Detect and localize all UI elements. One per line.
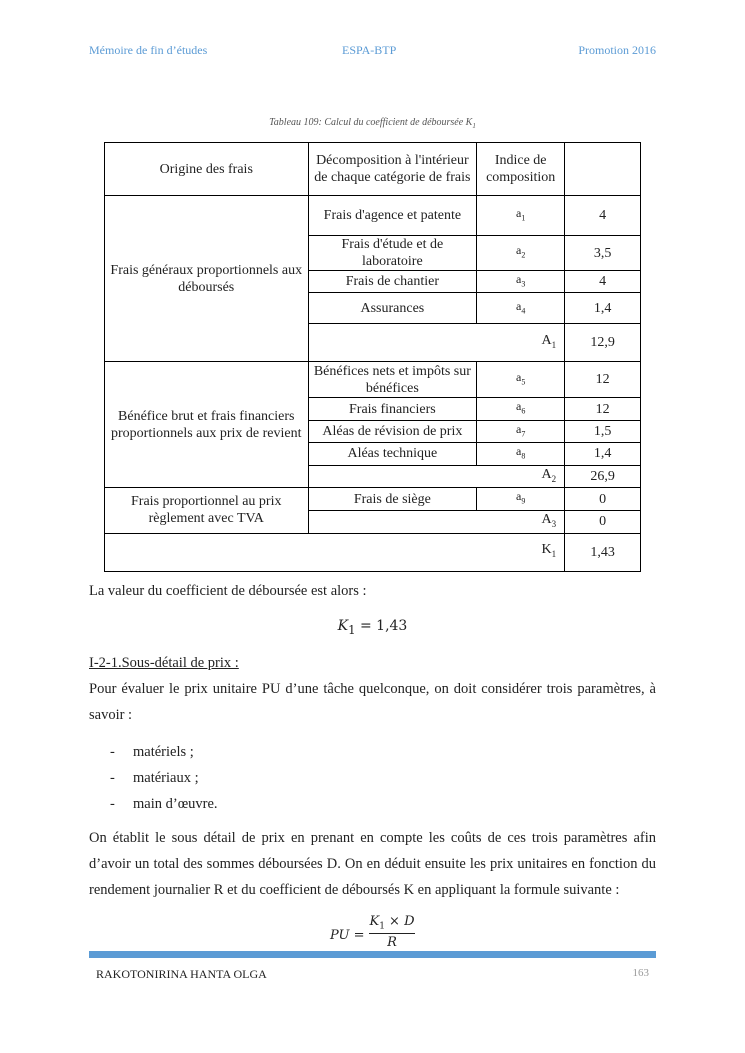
value-cell: 4 (565, 196, 641, 236)
group-label: Bénéfice brut et frais financiers proportionnels aux prix de revient (105, 362, 309, 488)
footer-author: RAKOTONIRINA HANTA OLGA (96, 967, 267, 981)
subtotal-value: 26,9 (565, 465, 641, 488)
header-index: Indice de composition (477, 143, 565, 196)
total-label: $K_1$ (105, 533, 565, 571)
formula-numerator: $K_1 \times D$ (369, 914, 415, 932)
item-cell: Frais d'agence et patente (308, 196, 477, 236)
subtotal-value: 0 (565, 510, 641, 533)
total-value: 1,43 (565, 533, 641, 571)
formula-denominator: R (387, 935, 397, 950)
index-cell: $a_7$ (477, 420, 565, 442)
item-cell: Frais financiers (308, 398, 477, 420)
table-header-row (105, 143, 641, 196)
item-cell: Bénéfices nets et impôts sur bénéfices (308, 362, 477, 398)
value-cell: 12 (565, 362, 641, 398)
table-row (105, 488, 641, 510)
header-left: Mémoire de fin d’études (89, 43, 208, 57)
list-item: - matériels ; (110, 739, 218, 765)
footer-divider (89, 951, 656, 958)
list-item: - main d’œuvre. (110, 791, 218, 817)
index-cell: $a_4$ (477, 293, 565, 324)
subtotal-label: $A_1$ (308, 324, 565, 362)
value-cell: 4 (565, 271, 641, 293)
total-row (105, 533, 641, 571)
index-cell: $a_2$ (477, 236, 565, 271)
table-caption: Tableau 109: Calcul du coefficient de déboursée $K_1$ (269, 117, 476, 130)
paragraph-parameters: Pour évaluer le prix unitaire PU d’une tâche quelconque, on doit considérer trois paramètres, à savoir : (89, 681, 656, 723)
index-cell: $a_1$ (477, 196, 565, 236)
subtotal-label: $A_3$ (308, 510, 565, 533)
subtotal-label: $A_2$ (308, 465, 565, 488)
header-right: Promotion 2016 (578, 43, 656, 57)
header-value (565, 143, 641, 196)
paragraph-method: On établit le sous détail de prix en prenant en compte les coûts de ces trois paramètres afin d’avoir un total des sommes déboursées D. On en déduit ensuite les prix unitaires en fonction du rendement journalier R et du coefficient de déboursés K en appliquant la formule suivante : (89, 830, 656, 898)
index-cell: $a_9$ (477, 488, 565, 510)
value-cell: 1,5 (565, 420, 641, 442)
page-number: 163 (632, 967, 649, 979)
table-row (105, 196, 641, 236)
page-header (89, 43, 656, 59)
item-cell: Frais d'étude et de laboratoire (308, 236, 477, 271)
header-center: ESPA-BTP (342, 43, 397, 57)
value-cell: 0 (565, 488, 641, 510)
item-cell: Assurances (308, 293, 477, 324)
parameters-list (110, 739, 218, 817)
index-cell: $a_6$ (477, 398, 565, 420)
paragraph-intro: La valeur du coefficient de déboursée est alors : (89, 583, 367, 599)
header-origin: Origine des frais (105, 143, 309, 196)
value-cell: 1,4 (565, 293, 641, 324)
value-cell: 3,5 (565, 236, 641, 271)
cost-coefficient-table (104, 142, 641, 572)
group-label: Frais généraux proportionnels aux déboursés (105, 196, 309, 362)
equation-k1: $K_1 = 1,43$ (337, 618, 408, 637)
table-row (105, 362, 641, 398)
value-cell: 1,4 (565, 443, 641, 465)
subtotal-value: 12,9 (565, 324, 641, 362)
item-cell: Frais de chantier (308, 271, 477, 293)
item-cell: Frais de siège (308, 488, 477, 510)
group-label: Frais proportionnel au prix règlement avec TVA (105, 488, 309, 533)
list-item: - matériaux ; (110, 765, 218, 791)
index-cell: $a_3$ (477, 271, 565, 293)
value-cell: 12 (565, 398, 641, 420)
header-decomposition: Décomposition à l'intérieur de chaque catégorie de frais (308, 143, 477, 196)
index-cell: $a_5$ (477, 362, 565, 398)
item-cell: Aléas technique (308, 443, 477, 465)
section-title: I-2-1.Sous-détail de prix : (89, 655, 239, 671)
index-cell: $a_8$ (477, 443, 565, 465)
item-cell: Aléas de révision de prix (308, 420, 477, 442)
